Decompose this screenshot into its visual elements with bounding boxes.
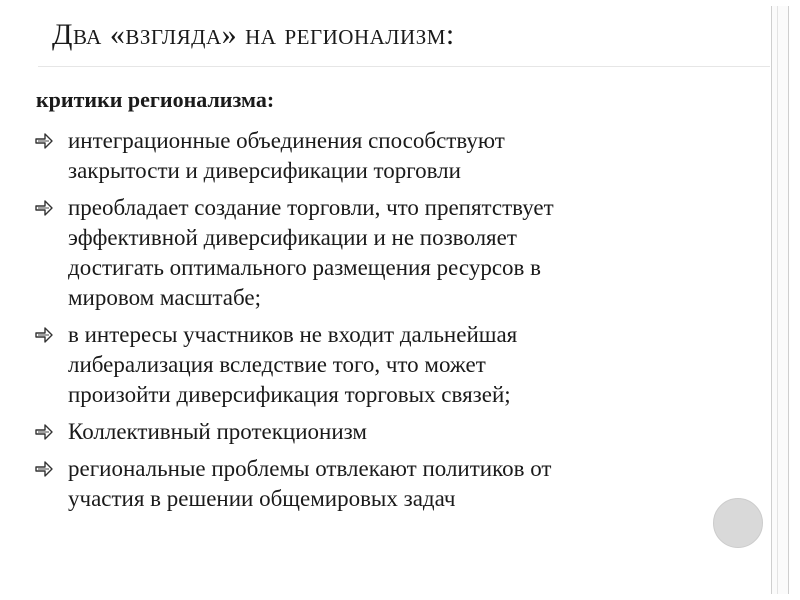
item-line: мировом масштабе; bbox=[68, 285, 261, 310]
hollow-arrow-right-icon bbox=[34, 131, 54, 151]
item-line: эффективной диверсификации и не позволяет bbox=[68, 225, 517, 250]
list-item bbox=[34, 417, 734, 447]
subheading: критики регионализма: bbox=[36, 87, 275, 112]
item-line: либерализация вследствие того, что может bbox=[68, 352, 486, 377]
list-item bbox=[34, 193, 734, 313]
list-item bbox=[34, 454, 734, 514]
hollow-arrow-right-icon bbox=[34, 422, 54, 442]
item-line: интеграционные объединения способствуют bbox=[68, 128, 505, 153]
bullet-list bbox=[34, 126, 734, 521]
hollow-arrow-right-icon bbox=[34, 325, 54, 345]
list-item bbox=[34, 126, 734, 186]
side-frame-decoration bbox=[771, 6, 789, 594]
item-line: в интересы участников не входит дальнейшая bbox=[68, 322, 518, 347]
item-line: произойти диверсификация торговых связей; bbox=[68, 382, 511, 407]
item-line: участия в решении общемировых задач bbox=[68, 486, 456, 511]
slide-title: Два «взгляда» на регионализм: bbox=[52, 18, 455, 51]
hollow-arrow-right-icon bbox=[34, 459, 54, 479]
item-line: достигать оптимального размещения ресурсов в bbox=[68, 255, 542, 280]
item-line: закрытости и диверсификации торговли bbox=[68, 158, 461, 183]
item-line: региональные проблемы отвлекают политиков от bbox=[68, 456, 552, 481]
list-item bbox=[34, 320, 734, 410]
hollow-arrow-right-icon bbox=[34, 198, 54, 218]
item-line: Коллективный протекционизм bbox=[68, 419, 367, 444]
item-line: преобладает создание торговли, что препятствует bbox=[68, 195, 554, 220]
title-divider bbox=[38, 66, 770, 67]
